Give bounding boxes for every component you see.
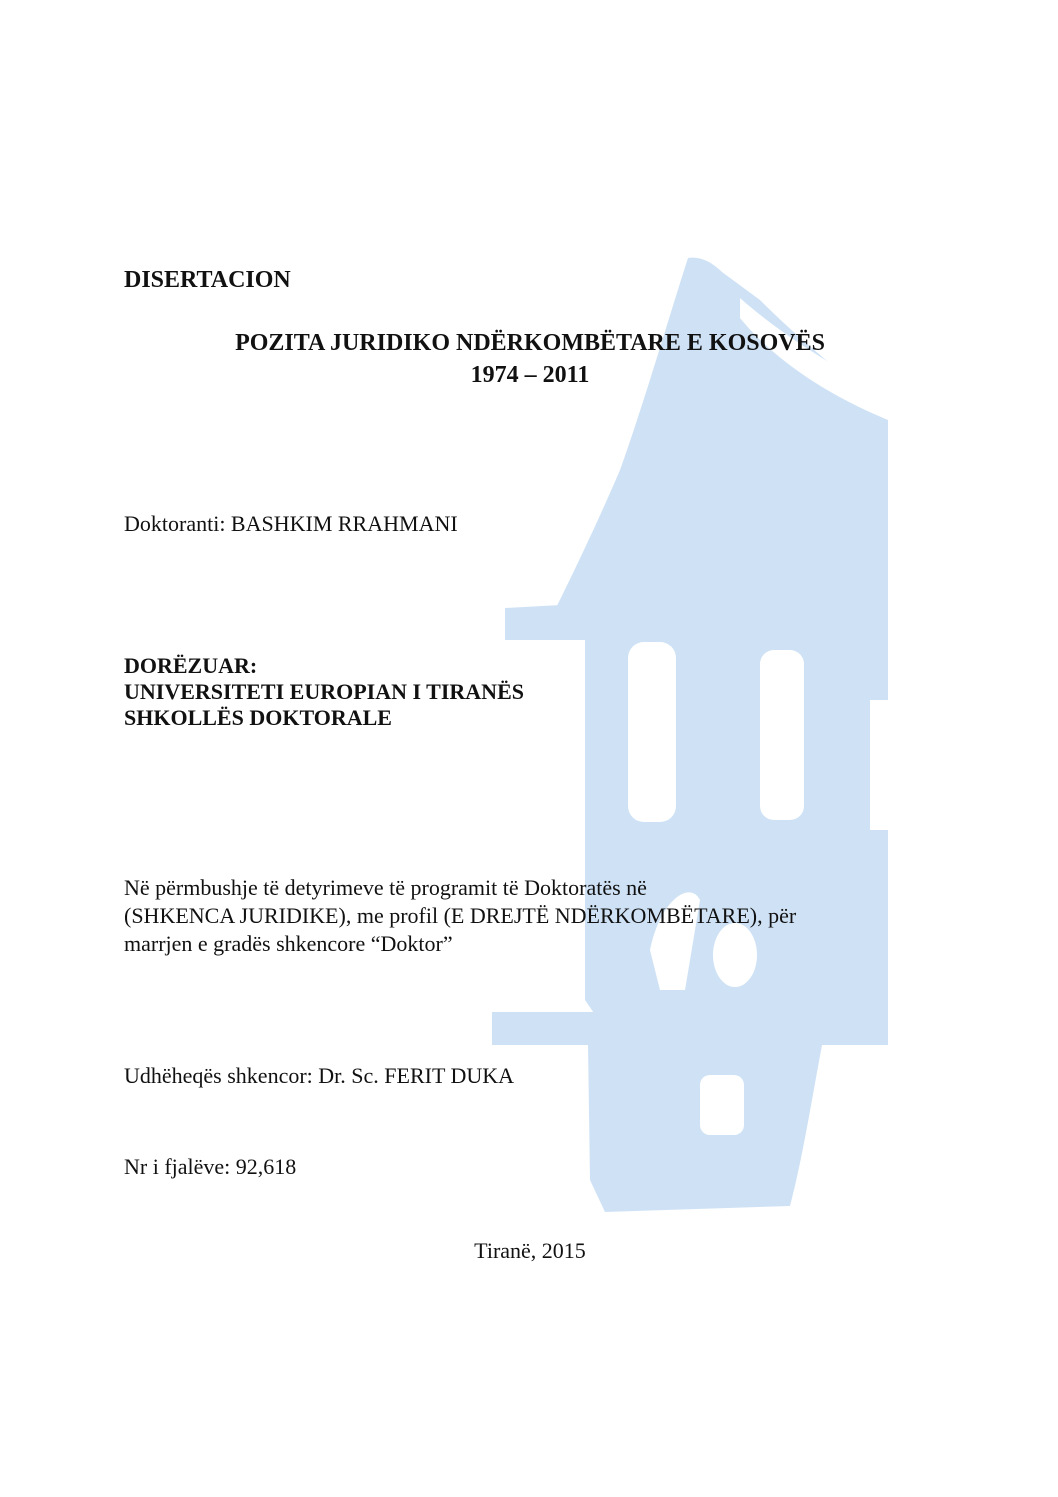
doctoral-candidate: Doktoranti: BASHKIM RRAHMANI [124, 511, 458, 536]
dissertation-title-line1: POZITA JURIDIKO NDËRKOMBËTARE E KOSOVËS [235, 330, 825, 356]
dissertation-title-line2: 1974 – 2011 [470, 362, 590, 388]
submitted-university: UNIVERSITETI EUROPIAN I TIRANËS [124, 679, 524, 704]
fulfilment-line-1: Në përmbushje të detyrimeve të programit të Doktoratës në [124, 875, 647, 900]
scientific-supervisor: Udhëheqës shkencor: Dr. Sc. FERIT DUKA [124, 1063, 515, 1088]
submitted-school: SHKOLLËS DOKTORALE [124, 705, 392, 730]
document-label: DISERTACION [124, 267, 291, 293]
submitted-heading: DORËZUAR: [124, 653, 258, 678]
fulfilment-line-2: (SHKENCA JURIDIKE), me profil (E DREJTË NDËRKOMBËTARE), për [124, 903, 797, 928]
word-count: Nr i fjalëve: 92,618 [124, 1154, 297, 1179]
fulfilment-line-3: marrjen e gradës shkencore “Doktor” [124, 931, 453, 956]
place-and-date: Tiranë, 2015 [474, 1238, 586, 1263]
